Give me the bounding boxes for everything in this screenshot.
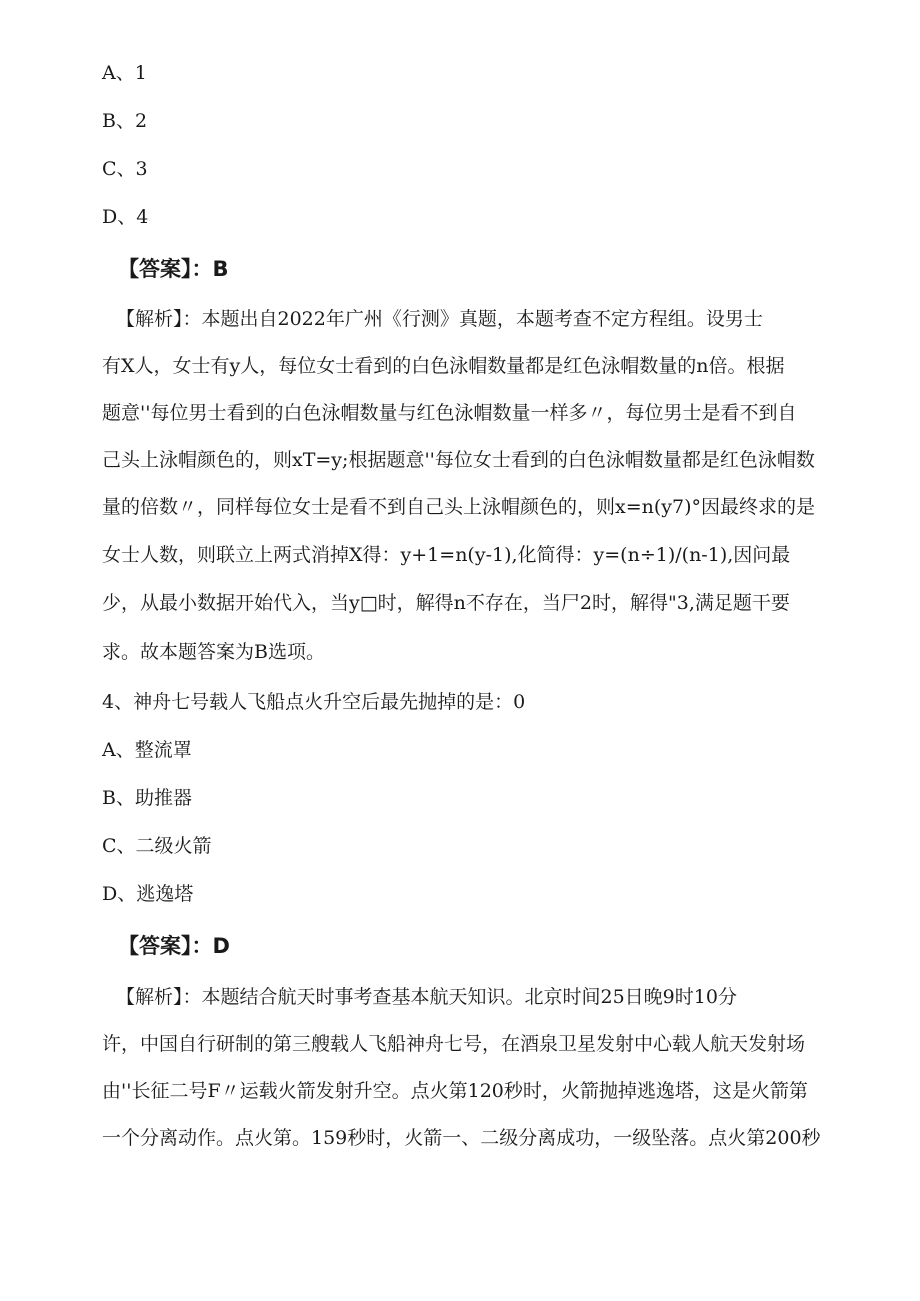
q4-stem: 4、神舟七号载人飞船点火升空后最先抛掉的是：0 (102, 691, 526, 713)
q4-option-b: B、助推器 (102, 787, 192, 809)
q4-analysis-line-3: 由''长征二号F〃运载火箭发射升空。点火第120秒时，火箭抛掉逃逸塔，这是火箭第 (102, 1080, 808, 1102)
q3-option-b: B、2 (102, 110, 148, 132)
q4-analysis-line-4: 一个分离动作。点火第。159秒时，火箭一、二级分离成功，一级坠落。点火第200秒 (102, 1127, 821, 1149)
q3-analysis-line-6: 女士人数，则联立上两式消掉X得：y+1=n(y-1),化简得：y=(n÷1)/(n-1),因问最 (102, 544, 791, 566)
q4-option-c: C、二级火箭 (102, 835, 212, 857)
q3-analysis-line-3: 题意''每位男士看到的白色泳帽数量与红色泳帽数量一样多〃，每位男士是看不到自 (102, 402, 797, 424)
q4-answer: 【答案】：D (118, 934, 230, 958)
q3-analysis-line-8: 求。故本题答案为B选项。 (102, 641, 325, 663)
q3-analysis-line-5: 量的倍数〃，同样每位女士是看不到自己头上泳帽颜色的，则x=n(y7)°因最终求的是 (102, 496, 816, 518)
q3-option-d: D、4 (102, 206, 149, 228)
q3-analysis-line-2: 有X人，女士有y人，每位女士看到的白色泳帽数量都是红色泳帽数量的n倍。根据 (102, 355, 785, 377)
q3-analysis-line-4: 己头上泳帽颜色的，则xT=y;根据题意''每位女士看到的白色泳帽数量都是红色泳帽数 (102, 449, 815, 471)
q3-option-a: A、1 (102, 62, 147, 84)
q3-analysis-line-1: 【解析】：本题出自2022年广州《行测》真题，本题考查不定方程组。设男士 (116, 308, 763, 330)
q4-analysis-line-2: 许，中国自行研制的第三艘载人飞船神舟七号，在酒泉卫星发射中心载人航天发射场 (102, 1033, 806, 1055)
q4-analysis-line-1: 【解析】：本题结合航天时事考查基本航天知识。北京时间25日晚9时10分 (116, 986, 737, 1008)
q4-option-a: A、整流罩 (102, 739, 192, 761)
q4-option-d: D、逃逸塔 (102, 883, 194, 905)
q3-analysis-line-7: 少，从最小数据开始代入，当y□时，解得n不存在，当尸2时，解得"3,满足题干要 (102, 592, 790, 614)
q3-option-c: C、3 (102, 158, 148, 180)
q3-answer: 【答案】：B (118, 257, 229, 281)
